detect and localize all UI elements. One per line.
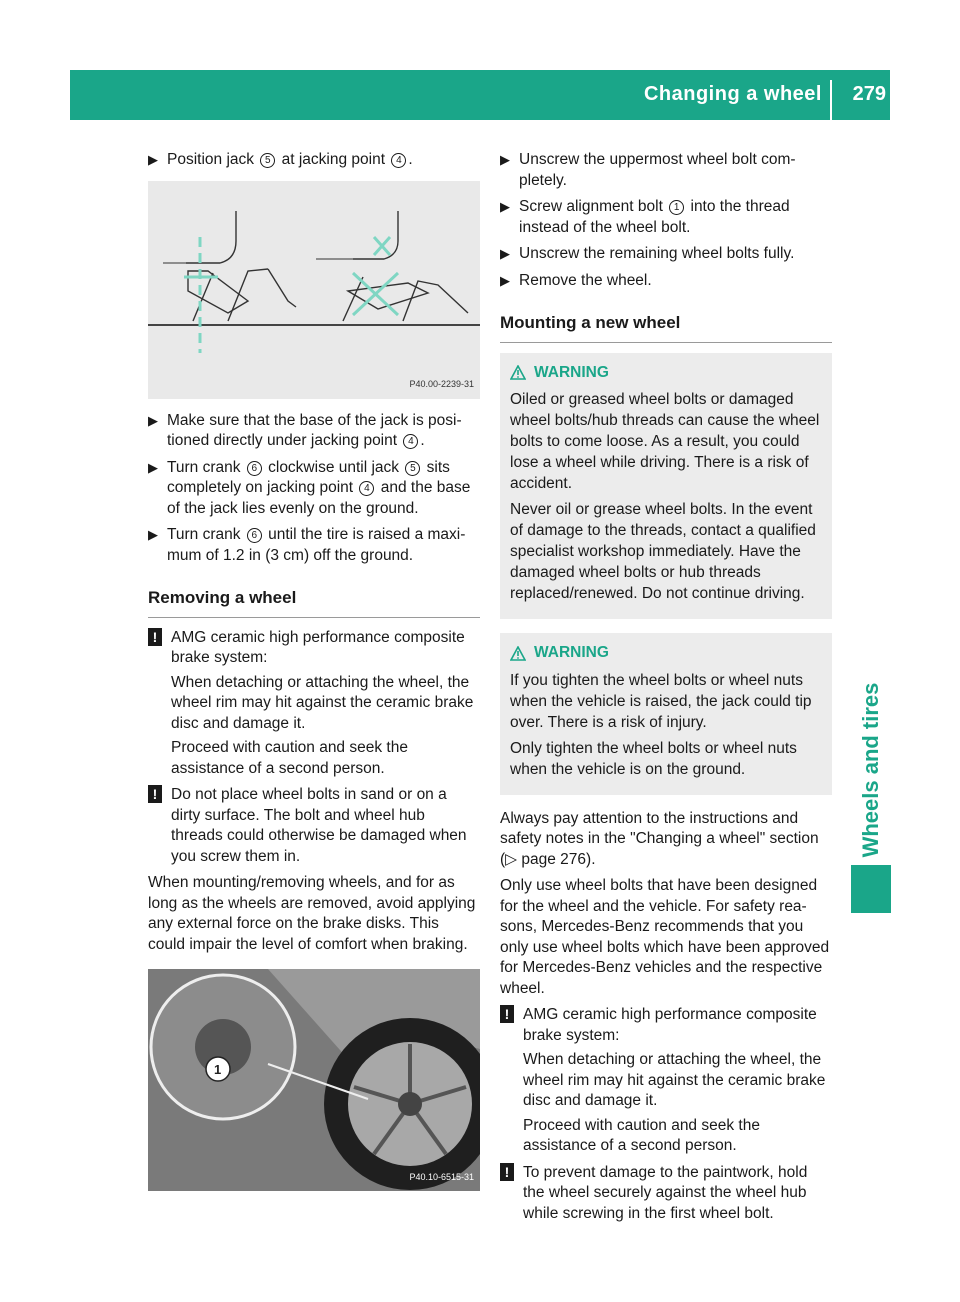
warning-triangle-icon	[510, 646, 526, 661]
note-ceramic-brake: ! AMG ceramic high performance composite brake system: When detaching or attaching the wheel, the wheel rim may hit against the ceramic brake disc and damage it. Proceed with caution and seek the assistance of a second person.	[148, 628, 480, 780]
jack-diagram	[148, 181, 480, 399]
warning-triangle-icon	[510, 365, 526, 380]
step-unscrew-remaining: ▶ Unscrew the remaining wheel bolts fully.	[500, 244, 832, 265]
left-column	[148, 150, 480, 1203]
arrow-icon: ▶	[500, 246, 510, 261]
header-divider	[830, 80, 832, 120]
page-title: Changing a wheel	[643, 83, 822, 105]
callout-number: 6	[247, 461, 262, 476]
callout-number: 4	[359, 481, 374, 496]
step-check-jack-base: ▶ Make sure that the base of the jack is posi-tioned directly under jacking point 4 .	[148, 411, 462, 449]
callout-number: 4	[391, 153, 406, 168]
arrow-icon: ▶	[148, 459, 158, 475]
step-unscrew-uppermost: ▶ Unscrew the uppermost wheel bolt com-pletely.	[500, 151, 796, 189]
exclamation-icon: !	[148, 785, 162, 803]
exclamation-icon: !	[500, 1005, 514, 1023]
step-raise-tire: ▶ Turn crank 6 until the tire is raised a maxi-mum of 1.2 in (3 cm) off the ground.	[148, 526, 466, 564]
note-paintwork: ! To prevent damage to the paintwork, hold the wheel securely against the wheel hub while screwing in the first wheel bolt.	[500, 1163, 832, 1225]
arrow-icon: ▶	[500, 199, 510, 214]
warning-box-bolts: WARNING Oiled or greased wheel bolts or damaged wheel bolts/hub threads can cause the wheel bolts to come loose. As a result, you could lose a wheel while driving. There is a risk of accident. Never oil or grease wheel bolts. In the event of damage to the threads, contact a qualified specialist workshop immediately. Have the damaged wheel bolts or hub threads replaced/renewed. Do not continue driving.	[500, 353, 832, 620]
figure-caption: P40.10-6515-31	[409, 1171, 474, 1182]
note-ceramic-brake: ! AMG ceramic high performance composite brake system: When detaching or attaching the wheel, the wheel rim may hit against the ceramic brake disc and damage it. Proceed with caution and seek the assistance of a second person.	[500, 1005, 832, 1157]
callout-number: 1	[669, 200, 684, 215]
header-bar	[70, 70, 890, 120]
exclamation-icon: !	[148, 628, 162, 646]
arrow-icon: ▶	[148, 412, 158, 428]
page-number: 279	[852, 83, 886, 105]
callout-number: 4	[403, 434, 418, 449]
arrow-icon: ▶	[148, 527, 158, 542]
step-remove-wheel: ▶ Remove the wheel.	[500, 271, 832, 292]
arrow-icon: ▶	[148, 152, 158, 167]
paragraph-brake-disks: When mounting/removing wheels, and for as long as the wheels are removed, avoid applying any external force on the brake disks. This could impair the level of comfort when braking.	[148, 874, 476, 953]
arrow-icon: ▶	[500, 272, 510, 288]
wheel-illustration	[148, 969, 480, 1191]
step-position-jack: ▶ Position jack 5 at jacking point 4 .	[148, 150, 480, 171]
callout-number: 5	[260, 153, 275, 168]
callout-number: 6	[247, 528, 262, 543]
side-tab-label: Wheels and tires	[857, 682, 883, 858]
arrow-icon: ▶	[500, 152, 510, 167]
warning-header: WARNING	[510, 363, 822, 384]
callout-1-icon: 1	[214, 1062, 222, 1077]
exclamation-icon: !	[500, 1163, 514, 1181]
right-column	[500, 150, 832, 1230]
side-tab-marker	[851, 865, 891, 913]
paragraph-safety-notes: Always pay attention to the instructions and safety notes in the "Changing a wheel" section (▷ page 276).	[500, 809, 819, 868]
callout-number: 5	[405, 461, 420, 476]
figure-caption: P40.00-2239-31	[409, 379, 474, 389]
section-heading-mounting: Mounting a new wheel	[500, 313, 832, 343]
jack-illustration	[148, 181, 480, 399]
warning-header: WARNING	[510, 643, 822, 664]
wheel-photo	[148, 969, 480, 1191]
warning-box-tighten: WARNING If you tighten the wheel bolts or wheel nuts when the vehicle is raised, the jack could tip over. There is a risk of injury. Only tighten the wheel bolts or wheel nuts when the vehicle is on the ground.	[500, 633, 832, 795]
paragraph-approved-bolts: Only use wheel bolts that have been designed for the wheel and the vehicle. For safety rea-sons, Mercedes-Benz recommends that you only use wheel bolts which have been approved for Mercedes-Benz vehicles and the respective wheel.	[500, 877, 830, 997]
step-turn-crank-clockwise: ▶ Turn crank 6 clockwise until jack 5 sits completely on jacking point 4 and the base of the jack lies evenly on the ground.	[148, 458, 471, 517]
step-alignment-bolt: ▶ Screw alignment bolt 1 into the thread instead of the wheel bolt.	[500, 198, 790, 236]
section-heading-removing: Removing a wheel	[148, 588, 480, 618]
note-wheel-bolts-surface: ! Do not place wheel bolts in sand or on a dirty surface. The bolt and wheel hub threads could otherwise be damaged when you screw them in.	[148, 785, 480, 867]
